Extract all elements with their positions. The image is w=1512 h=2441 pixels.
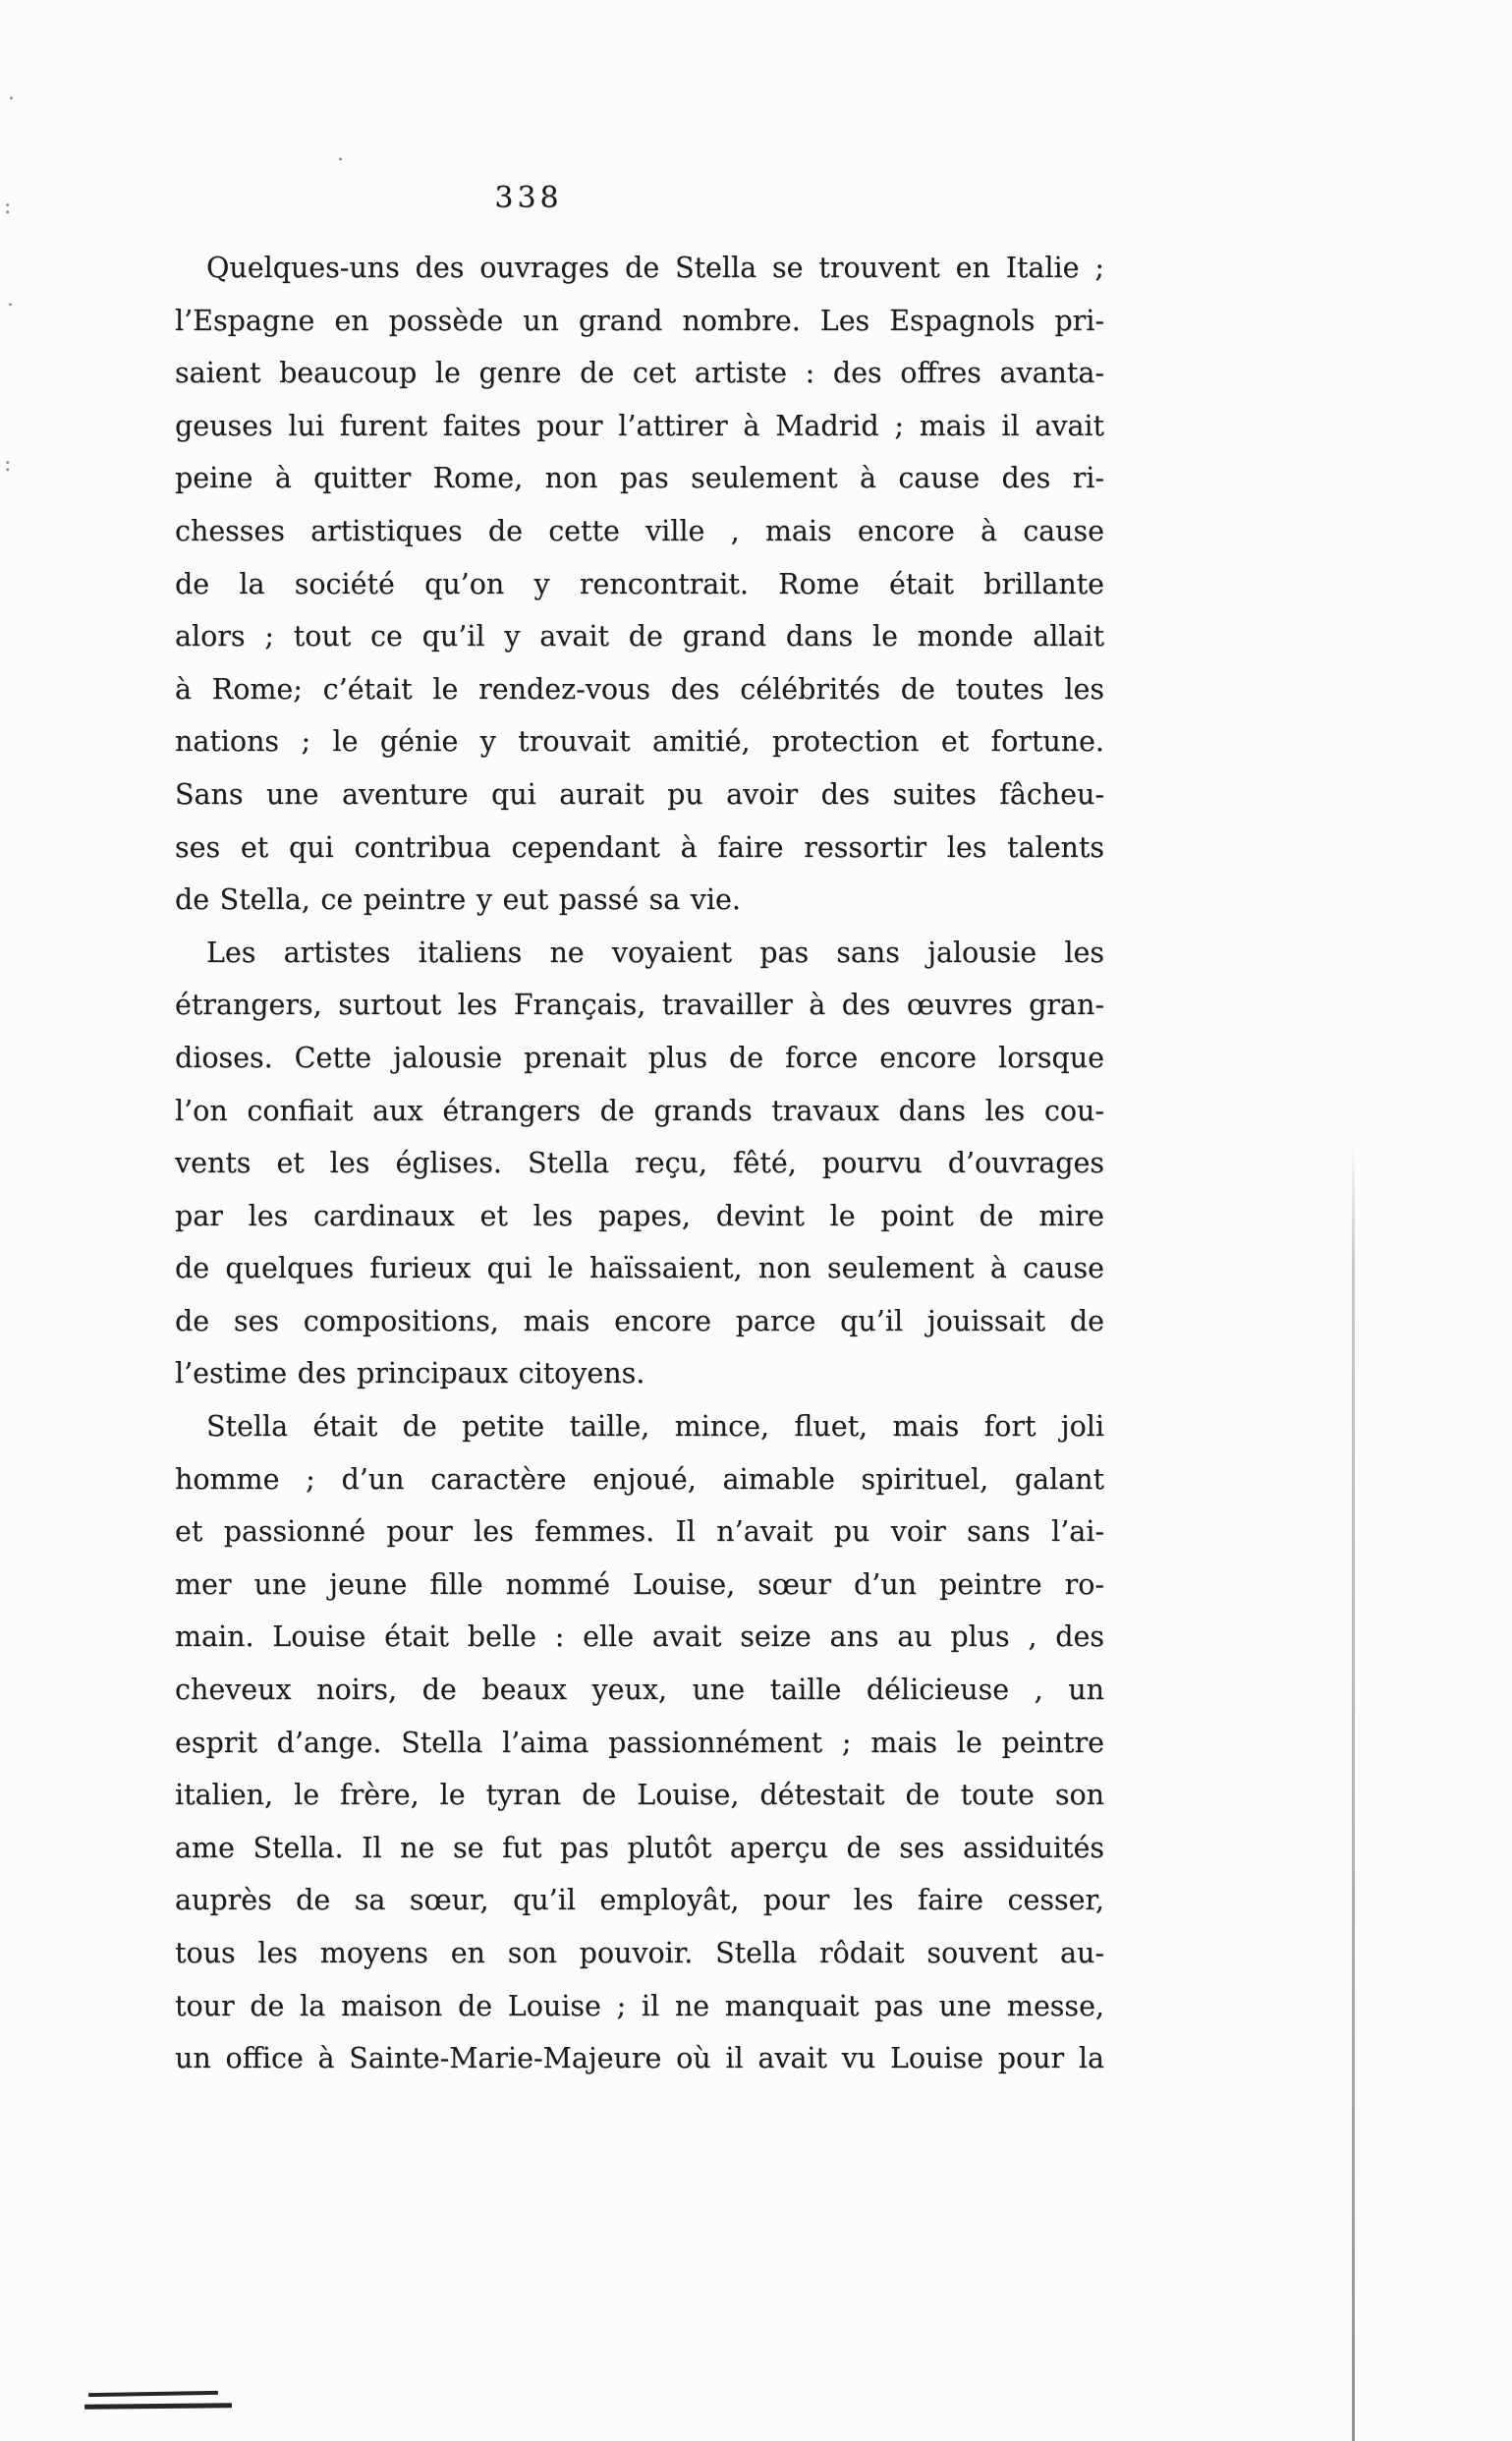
- text-line: Quelques-uns des ouvrages de Stella se trouvent en Italie ;: [206, 252, 1104, 284]
- text-line: cheveux noirs, de beaux yeux, une taille délicieuse , un: [175, 1674, 1104, 1707]
- text-line: à Rome; c’était le rendez-vous des célébrités de toutes les: [175, 672, 1104, 706]
- text-line: de la société qu’on y rencontrait. Rome était brillante: [175, 567, 1104, 600]
- text-line: Stella était de petite taille, mince, fluet, mais fort joli: [206, 1410, 1104, 1444]
- scan-edge-shadow: [1352, 1140, 1355, 2441]
- scan-speck: .: [337, 142, 344, 166]
- text-line: Les artistes italiens ne voyaient pas sans jalousie les: [206, 936, 1104, 969]
- text-line: un office à Sainte-Marie-Majeure où il avait vu Louise pour la: [175, 2042, 1104, 2075]
- text-line: et passionné pour les femmes. Il n’avait pu voir sans l’ai-: [175, 1515, 1104, 1549]
- text-line: tous les moyens en son pouvoir. Stella rôdait souvent au-: [175, 1937, 1104, 1969]
- text-line: ame Stella. Il ne se fut pas plutôt aperçu de ses assiduités: [175, 1831, 1104, 1864]
- text-line: main. Louise était belle : elle avait seize ans au plus , des: [175, 1620, 1104, 1654]
- text-line: étrangers, surtout les Français, travailler à des œuvres gran-: [175, 989, 1104, 1022]
- text-line: auprès de sa sœur, qu’il employât, pour les faire cesser,: [175, 1884, 1104, 1917]
- scan-speck: :: [4, 452, 12, 477]
- text-line: ses et qui contribua cependant à faire ressortir les talents: [175, 830, 1104, 864]
- text-line: de Stella, ce peintre y eut passé sa vie.: [175, 883, 741, 917]
- scan-speck: .: [7, 287, 14, 312]
- text-line: homme ; d’un caractère enjoué, aimable spirituel, galant: [175, 1462, 1104, 1496]
- scan-speck: .: [8, 81, 15, 105]
- text-line: l’on confiait aux étrangers de grands travaux dans les cou-: [175, 1094, 1104, 1127]
- text-line: de quelques furieux qui le haïssaient, non seulement à cause: [175, 1252, 1104, 1285]
- text-line: l’estime des principaux citoyens.: [175, 1357, 645, 1391]
- page-number: 338: [494, 181, 563, 215]
- page-text: [175, 242, 1104, 2085]
- text-line: italien, le frère, le tyran de Louise, détestait de toute son: [175, 1779, 1104, 1812]
- text-line: tour de la maison de Louise ; il ne manquait pas une messe,: [175, 1989, 1104, 2022]
- scan-artifact-rule: [84, 2403, 232, 2409]
- text-line: mer une jeune fille nommé Louise, sœur d’un peintre ro-: [175, 1567, 1104, 1601]
- text-line: alors ; tout ce qu’il y avait de grand dans le monde allait: [175, 620, 1104, 653]
- text-line: chesses artistiques de cette ville , mais encore à cause: [175, 514, 1104, 547]
- scan-artifact-rule: [88, 2391, 218, 2397]
- text-line: nations ; le génie y trouvait amitié, protection et fortune.: [175, 725, 1104, 759]
- text-line: saient beaucoup le genre de cet artiste : des offres avanta-: [175, 357, 1104, 390]
- text-line: peine à quitter Rome, non pas seulement à cause des ri-: [175, 462, 1104, 495]
- text-line: dioses. Cette jalousie prenait plus de force encore lorsque: [175, 1041, 1104, 1074]
- text-line: vents et les églises. Stella reçu, fêté, pourvu d’ouvrages: [175, 1147, 1104, 1180]
- text-line: esprit d’ange. Stella l’aima passionnément ; mais le peintre: [175, 1726, 1104, 1759]
- text-line: l’Espagne en possède un grand nombre. Les Espagnols pri-: [175, 304, 1104, 337]
- text-line: geuses lui furent faites pour l’attirer à Madrid ; mais il avait: [175, 409, 1104, 442]
- text-line: de ses compositions, mais encore parce qu’il jouissait de: [175, 1304, 1104, 1337]
- scan-speck: :: [4, 195, 12, 219]
- text-line: Sans une aventure qui aurait pu avoir des suites fâcheu-: [175, 777, 1104, 811]
- text-line: par les cardinaux et les papes, devint le point de mire: [175, 1199, 1104, 1232]
